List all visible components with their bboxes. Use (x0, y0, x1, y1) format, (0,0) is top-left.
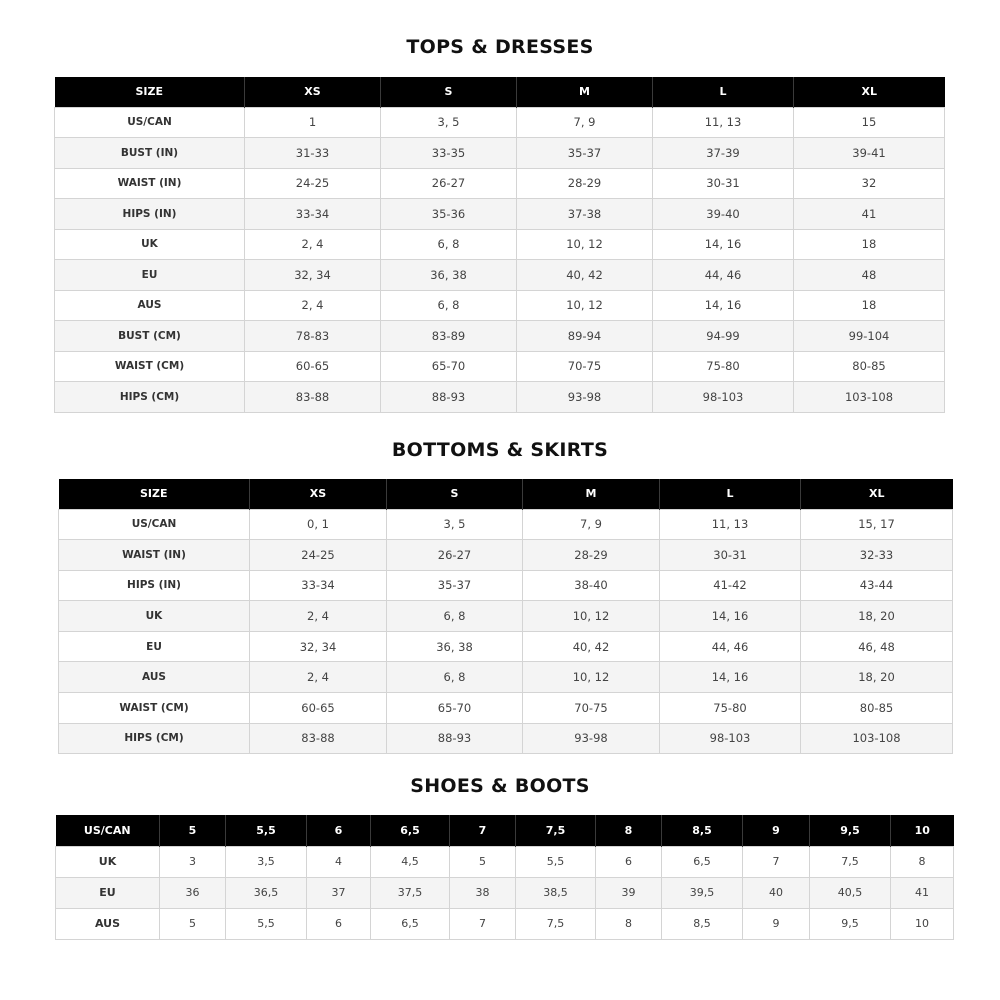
table-cell: 18 (794, 229, 945, 260)
table-cell: 3, 5 (387, 509, 523, 540)
table-cell: 24-25 (245, 168, 381, 199)
table-cell: 28-29 (523, 540, 660, 571)
column-header: 6,5 (371, 815, 450, 846)
table-cell: 33-35 (381, 138, 517, 169)
table-cell: 26-27 (381, 168, 517, 199)
table-cell: 88-93 (381, 382, 517, 413)
row-label: US/CAN (59, 509, 250, 540)
table-cell: 18, 20 (801, 662, 953, 693)
column-header: XS (250, 479, 387, 509)
column-header: L (660, 479, 801, 509)
row-label: WAIST (IN) (59, 540, 250, 571)
table-cell: 98-103 (653, 382, 794, 413)
table-cell: 14, 16 (653, 290, 794, 321)
row-label: HIPS (CM) (55, 382, 245, 413)
row-label: UK (55, 229, 245, 260)
table-cell: 103-108 (794, 382, 945, 413)
column-header: 10 (891, 815, 954, 846)
table-cell: 39-41 (794, 138, 945, 169)
table-cell: 32, 34 (250, 631, 387, 662)
table-cell: 70-75 (523, 693, 660, 724)
table-cell: 14, 16 (660, 662, 801, 693)
table-cell: 75-80 (660, 693, 801, 724)
table-cell: 83-88 (245, 382, 381, 413)
table-cell: 89-94 (517, 321, 653, 352)
table-cell: 2, 4 (250, 662, 387, 693)
row-label: BUST (CM) (55, 321, 245, 352)
table-row (59, 509, 953, 540)
column-header: 8 (596, 815, 662, 846)
table-cell: 30-31 (653, 168, 794, 199)
table-cell: 39 (596, 877, 662, 908)
table-row (55, 351, 945, 382)
row-label: EU (56, 877, 160, 908)
table-cell: 35-36 (381, 199, 517, 230)
table-cell: 9 (743, 908, 810, 939)
column-header: S (387, 479, 523, 509)
table-cell: 2, 4 (250, 601, 387, 632)
table-cell: 6, 8 (381, 290, 517, 321)
table-header-row (56, 815, 954, 846)
table-cell: 3 (160, 846, 226, 877)
table-row (55, 260, 945, 291)
table-cell: 38 (450, 877, 516, 908)
table-cell: 31-33 (245, 138, 381, 169)
table-cell: 6, 8 (387, 662, 523, 693)
table-cell: 5,5 (516, 846, 596, 877)
table-cell: 37-39 (653, 138, 794, 169)
table-cell: 4,5 (371, 846, 450, 877)
table-cell: 33-34 (250, 570, 387, 601)
row-label: UK (56, 846, 160, 877)
table-cell: 93-98 (517, 382, 653, 413)
table-cell: 37-38 (517, 199, 653, 230)
row-label: AUS (59, 662, 250, 693)
table-cell: 36, 38 (381, 260, 517, 291)
table-cell: 38,5 (516, 877, 596, 908)
table-cell: 36 (160, 877, 226, 908)
tops-dresses-title: TOPS & DRESSES (406, 36, 594, 58)
table-cell: 38-40 (523, 570, 660, 601)
table-cell: 6,5 (371, 908, 450, 939)
table-cell: 60-65 (250, 693, 387, 724)
table-cell: 33-34 (245, 199, 381, 230)
table-cell: 5 (450, 846, 516, 877)
shoes-boots-title: SHOES & BOOTS (410, 775, 590, 797)
row-label: UK (59, 601, 250, 632)
column-header: 9 (743, 815, 810, 846)
table-cell: 70-75 (517, 351, 653, 382)
column-header: 9,5 (810, 815, 891, 846)
column-header: 6 (307, 815, 371, 846)
table-cell: 7, 9 (523, 509, 660, 540)
bottoms-skirts-title: BOTTOMS & SKIRTS (391, 439, 609, 461)
table-cell: 94-99 (653, 321, 794, 352)
table-cell: 44, 46 (660, 631, 801, 662)
table-cell: 78-83 (245, 321, 381, 352)
table-cell: 7,5 (810, 846, 891, 877)
table-cell: 18 (794, 290, 945, 321)
table-cell: 40, 42 (517, 260, 653, 291)
column-header: S (381, 77, 517, 107)
table-cell: 8 (596, 908, 662, 939)
table-cell: 14, 16 (653, 229, 794, 260)
row-label: HIPS (IN) (55, 199, 245, 230)
table-cell: 18, 20 (801, 601, 953, 632)
column-header: 8,5 (662, 815, 743, 846)
table-cell: 6 (596, 846, 662, 877)
column-header: 5,5 (226, 815, 307, 846)
table-cell: 35-37 (517, 138, 653, 169)
table-cell: 99-104 (794, 321, 945, 352)
table-row (59, 601, 953, 632)
table-cell: 93-98 (523, 723, 660, 754)
table-cell: 80-85 (794, 351, 945, 382)
table-cell: 65-70 (387, 693, 523, 724)
table-row (59, 693, 953, 724)
row-label: WAIST (IN) (55, 168, 245, 199)
table-cell: 36, 38 (387, 631, 523, 662)
table-cell: 48 (794, 260, 945, 291)
table-cell: 7, 9 (517, 107, 653, 138)
row-label: EU (59, 631, 250, 662)
column-header: US/CAN (56, 815, 160, 846)
row-label: AUS (55, 290, 245, 321)
table-cell: 41-42 (660, 570, 801, 601)
table-cell: 39,5 (662, 877, 743, 908)
column-header: XL (801, 479, 953, 509)
table-cell: 103-108 (801, 723, 953, 754)
table-row (55, 168, 945, 199)
bottoms-skirts-table (58, 479, 953, 754)
table-cell: 37 (307, 877, 371, 908)
table-cell: 6, 8 (387, 601, 523, 632)
table-cell: 26-27 (387, 540, 523, 571)
table-row (55, 321, 945, 352)
table-cell: 11, 13 (653, 107, 794, 138)
table-cell: 3, 5 (381, 107, 517, 138)
table-cell: 46, 48 (801, 631, 953, 662)
table-cell: 8,5 (662, 908, 743, 939)
table-cell: 40 (743, 877, 810, 908)
table-cell: 40, 42 (523, 631, 660, 662)
table-cell: 43-44 (801, 570, 953, 601)
column-header: XS (245, 77, 381, 107)
table-cell: 3,5 (226, 846, 307, 877)
table-cell: 32 (794, 168, 945, 199)
table-cell: 98-103 (660, 723, 801, 754)
column-header: 7 (450, 815, 516, 846)
table-cell: 4 (307, 846, 371, 877)
table-row (56, 877, 954, 908)
table-cell: 24-25 (250, 540, 387, 571)
column-header: 7,5 (516, 815, 596, 846)
table-cell: 65-70 (381, 351, 517, 382)
table-cell: 15, 17 (801, 509, 953, 540)
table-cell: 6 (307, 908, 371, 939)
column-header: SIZE (55, 77, 245, 107)
table-cell: 15 (794, 107, 945, 138)
table-cell: 14, 16 (660, 601, 801, 632)
shoes-boots-table (55, 815, 954, 940)
table-cell: 32, 34 (245, 260, 381, 291)
table-cell: 10, 12 (517, 290, 653, 321)
tops-dresses-table (54, 77, 945, 413)
table-row (59, 662, 953, 693)
table-row (59, 540, 953, 571)
row-label: AUS (56, 908, 160, 939)
table-cell: 2, 4 (245, 290, 381, 321)
table-header-row (55, 77, 945, 107)
table-row (56, 908, 954, 939)
table-row (55, 107, 945, 138)
column-header: L (653, 77, 794, 107)
table-cell: 7 (743, 846, 810, 877)
table-cell: 36,5 (226, 877, 307, 908)
table-cell: 7,5 (516, 908, 596, 939)
row-label: HIPS (IN) (59, 570, 250, 601)
table-cell: 80-85 (801, 693, 953, 724)
table-cell: 41 (891, 877, 954, 908)
row-label: HIPS (CM) (59, 723, 250, 754)
table-cell: 9,5 (810, 908, 891, 939)
table-cell: 8 (891, 846, 954, 877)
row-label: US/CAN (55, 107, 245, 138)
table-cell: 30-31 (660, 540, 801, 571)
table-row (55, 199, 945, 230)
table-cell: 60-65 (245, 351, 381, 382)
column-header: M (517, 77, 653, 107)
column-header: XL (794, 77, 945, 107)
table-cell: 6,5 (662, 846, 743, 877)
row-label: WAIST (CM) (59, 693, 250, 724)
table-cell: 32-33 (801, 540, 953, 571)
table-row (55, 290, 945, 321)
table-cell: 5 (160, 908, 226, 939)
table-cell: 7 (450, 908, 516, 939)
table-row (55, 138, 945, 169)
table-cell: 39-40 (653, 199, 794, 230)
table-cell: 35-37 (387, 570, 523, 601)
table-cell: 1 (245, 107, 381, 138)
table-cell: 10, 12 (517, 229, 653, 260)
table-cell: 5,5 (226, 908, 307, 939)
table-header-row (59, 479, 953, 509)
table-cell: 10, 12 (523, 662, 660, 693)
table-cell: 88-93 (387, 723, 523, 754)
column-header: 5 (160, 815, 226, 846)
table-row (55, 382, 945, 413)
table-cell: 10 (891, 908, 954, 939)
table-row (59, 570, 953, 601)
table-cell: 75-80 (653, 351, 794, 382)
table-cell: 41 (794, 199, 945, 230)
table-cell: 44, 46 (653, 260, 794, 291)
table-row (56, 846, 954, 877)
table-cell: 11, 13 (660, 509, 801, 540)
table-cell: 28-29 (517, 168, 653, 199)
row-label: EU (55, 260, 245, 291)
table-row (59, 723, 953, 754)
table-cell: 6, 8 (381, 229, 517, 260)
table-row (59, 631, 953, 662)
column-header: SIZE (59, 479, 250, 509)
column-header: M (523, 479, 660, 509)
table-cell: 37,5 (371, 877, 450, 908)
table-cell: 2, 4 (245, 229, 381, 260)
table-row (55, 229, 945, 260)
row-label: WAIST (CM) (55, 351, 245, 382)
row-label: BUST (IN) (55, 138, 245, 169)
table-cell: 83-89 (381, 321, 517, 352)
table-cell: 0, 1 (250, 509, 387, 540)
table-cell: 40,5 (810, 877, 891, 908)
table-cell: 83-88 (250, 723, 387, 754)
table-cell: 10, 12 (523, 601, 660, 632)
